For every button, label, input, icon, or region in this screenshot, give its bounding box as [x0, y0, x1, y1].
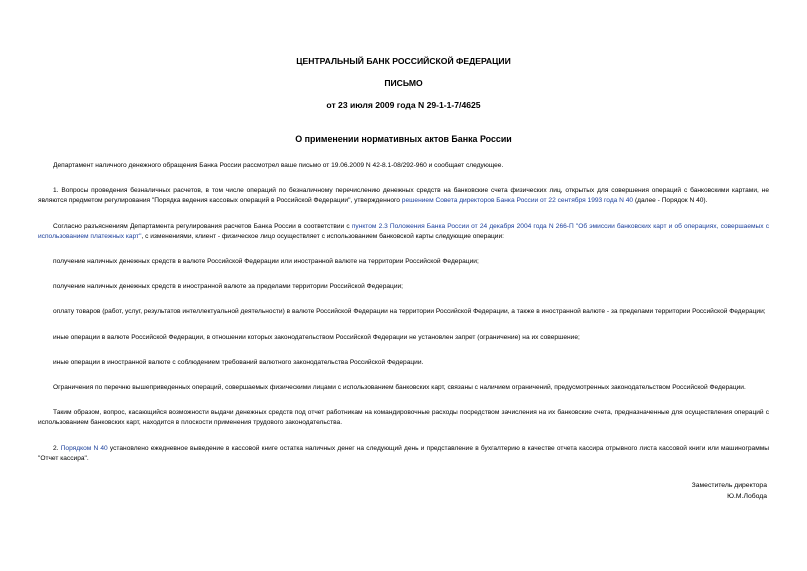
doc-date-number: от 23 июля 2009 года N 29-1-1-7/4625 [326, 100, 481, 110]
operation-item-1: получение наличных денежных средств в валюте Российской Федерации или иностранной валюте на территории Российской Федерации; [53, 258, 479, 266]
paragraph-intro: Департамент наличного денежного обращения Банка России рассмотрел ваше письмо от 19.06.2009 N 42-8.1-08/292-960 и сообщает следующее. [53, 162, 504, 169]
link-order-40[interactable]: Порядком N 40 [60, 444, 108, 452]
signature-block [692, 481, 767, 502]
paragraph-1 [38, 186, 769, 206]
paragraph-2-text-a: 2. [53, 444, 61, 452]
paragraph-conclusion: Таким образом, вопрос, касающийся возможности выдачи денежных средств под отчет работникам на командировочные расходы посредством зачисления на их банковские счета, предназначенные для осуществления операций с использованием банковских карт, находится в плоскости применения трудового законодательства. [38, 409, 769, 427]
link-decision-council[interactable]: решением Совета директоров Банка России от 22 сентября 1993 года N 40 [401, 197, 634, 205]
paragraph-1-text-a: 1. Вопросы проведения безналичных расчетов, в том числе операций по безналичному перечислению денежных средств на банковские счета физических лиц, открытых для совершения операций с банковскими картами, не являются предметом регулирования "Порядка ведения кассовых операций в Российской Федерации", утвержденного [38, 187, 769, 205]
operation-item-4: иные операции в валюте Российской Федерации, в отношении которых законодательством Российской Федерации не установлен запрет (ограничение) на их совершение; [53, 333, 580, 341]
paragraph-2 [38, 444, 769, 464]
operation-item-3: оплату товаров (работ, услуг, результатов интеллектуальной деятельности) в валюте Российской Федерации на территории Российской Федерации, а также в иностранной валюте - за пределами территории Российской Федерации; [53, 308, 766, 316]
paragraph-1-text-b: (далее - Порядок N 40). [633, 197, 708, 205]
operation-item-2: получение наличных денежных средств в иностранной валюте за пределами территории Российской Федерации; [53, 283, 404, 291]
paragraph-restrictions: Ограничения по перечню вышеприведенных операций, совершаемых физическими лицами с использованием банковских карт, связаны с наличием ограничений, предусмотренных законодательством Российской Федерации. [53, 384, 746, 392]
signature-name: Ю.М.Лобода [727, 492, 767, 500]
org-title: ЦЕНТРАЛЬНЫЙ БАНК РОССИЙСКОЙ ФЕДЕРАЦИИ [296, 56, 511, 66]
doc-type: ПИСЬМО [384, 78, 423, 88]
operation-item-5: иные операции в иностранной валюте с соблюдением требований валютного законодательства Российской Федерации. [53, 358, 424, 366]
doc-subject: О применении нормативных актов Банка России [295, 134, 512, 144]
paragraph-clarification-text-b: , с изменениями, клиент - физическое лицо осуществляет с использованием банковской карты следующие операции: [141, 232, 504, 240]
signature-position: Заместитель директора [691, 482, 767, 489]
paragraph-clarification-text-a: Согласно разъяснениям Департамента регулирования расчетов Банка России в соответствии с [53, 222, 352, 230]
paragraph-clarification [38, 222, 769, 242]
link-regulation-266p[interactable]: пунктом 2.3 Положения Банка России от 24 декабря 2004 года N 266-П "Об эмиссии банковских карт и об операциях, совершаемых с использованием платежных карт" [38, 222, 770, 240]
paragraph-2-text-b: установлено ежедневное выведение в кассовой книге остатка наличных денег на следующий день и представление в бухгалтерию в качестве отчета кассира отрывного листа кассовой книги или машинограммы "Отчет кассира". [38, 444, 769, 462]
